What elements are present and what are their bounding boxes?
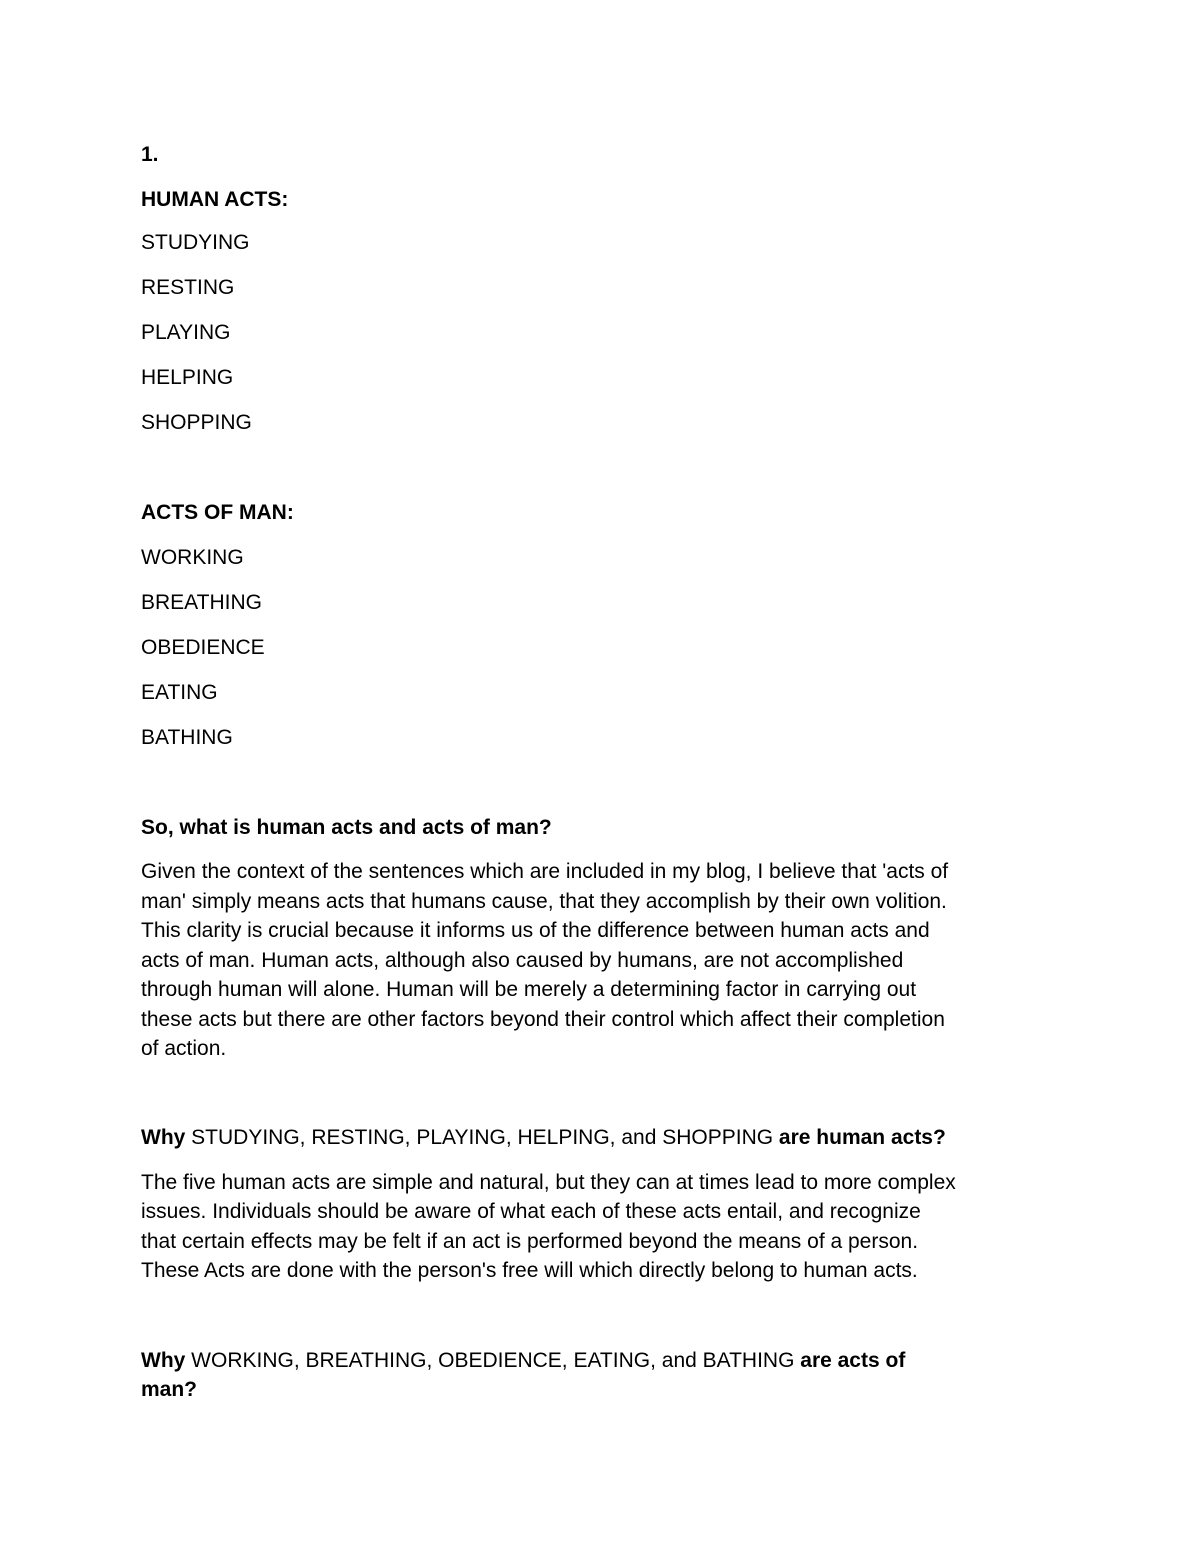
question2-heading: [141, 1123, 1061, 1152]
question3-heading-line: [141, 1346, 1061, 1375]
human-acts-heading: HUMAN ACTS:: [141, 188, 289, 211]
paragraph-line: through human will alone. Human will be merely a determining factor in carrying out: [141, 978, 917, 1001]
section-number: 1.: [141, 143, 159, 166]
paragraph-line: that certain effects may be felt if an act is performed beyond the means of a person.: [141, 1229, 919, 1253]
list-item: EATING: [141, 681, 218, 704]
question3-prefix: Why: [141, 1348, 186, 1372]
question2-prefix: Why: [141, 1125, 186, 1149]
paragraph-line: issues. Individuals should be aware of what each of these acts entail, and recognize: [141, 1200, 921, 1223]
acts-of-man-heading: ACTS OF MAN:: [141, 501, 294, 524]
paragraph-line: acts of man. Human acts, although also caused by humans, are not accomplished: [141, 948, 904, 972]
list-item: WORKING: [141, 546, 244, 569]
list-item: OBEDIENCE: [141, 636, 265, 659]
question3-middle: WORKING, BREATHING, OBEDIENCE, EATING, and BATHING: [185, 1348, 801, 1372]
question2-suffix: are human acts?: [778, 1125, 946, 1149]
paragraph-line: man' simply means acts that humans cause, that they accomplish by their own volition.: [141, 889, 947, 913]
acts-of-man-list: [141, 545, 1061, 751]
question3-suffix: are acts of: [800, 1348, 906, 1372]
paragraph-line: These Acts are done with the person's free will which directly belong to human acts.: [141, 1259, 918, 1282]
question1-paragraph: [141, 857, 1061, 1064]
paragraph-line: This clarity is crucial because it informs us of the difference between human acts and: [141, 919, 930, 942]
list-item: BATHING: [141, 726, 233, 749]
paragraph-line: Given the context of the sentences which are included in my blog, I believe that 'acts of: [141, 860, 949, 883]
document-content: [141, 142, 1061, 1404]
question1-heading: So, what is human acts and acts of man?: [141, 816, 552, 839]
list-item: PLAYING: [141, 321, 231, 344]
question3-suffix-line2: man?: [141, 1377, 198, 1401]
question3-heading: [141, 1346, 1061, 1404]
list-item: HELPING: [141, 366, 234, 389]
paragraph-line: these acts but there are other factors beyond their control which affect their completion: [141, 1007, 945, 1031]
human-acts-list: [141, 230, 1061, 436]
list-item: BREATHING: [141, 591, 262, 614]
list-item: SHOPPING: [141, 411, 252, 434]
paragraph-line: The five human acts are simple and natural, but they can at times lead to more complex: [141, 1170, 956, 1194]
list-item: RESTING: [141, 276, 235, 299]
list-item: STUDYING: [141, 231, 250, 254]
question2-paragraph: [141, 1168, 1061, 1286]
question2-middle: STUDYING, RESTING, PLAYING, HELPING, and SHOPPING: [185, 1125, 779, 1149]
paragraph-line: of action.: [141, 1037, 227, 1060]
